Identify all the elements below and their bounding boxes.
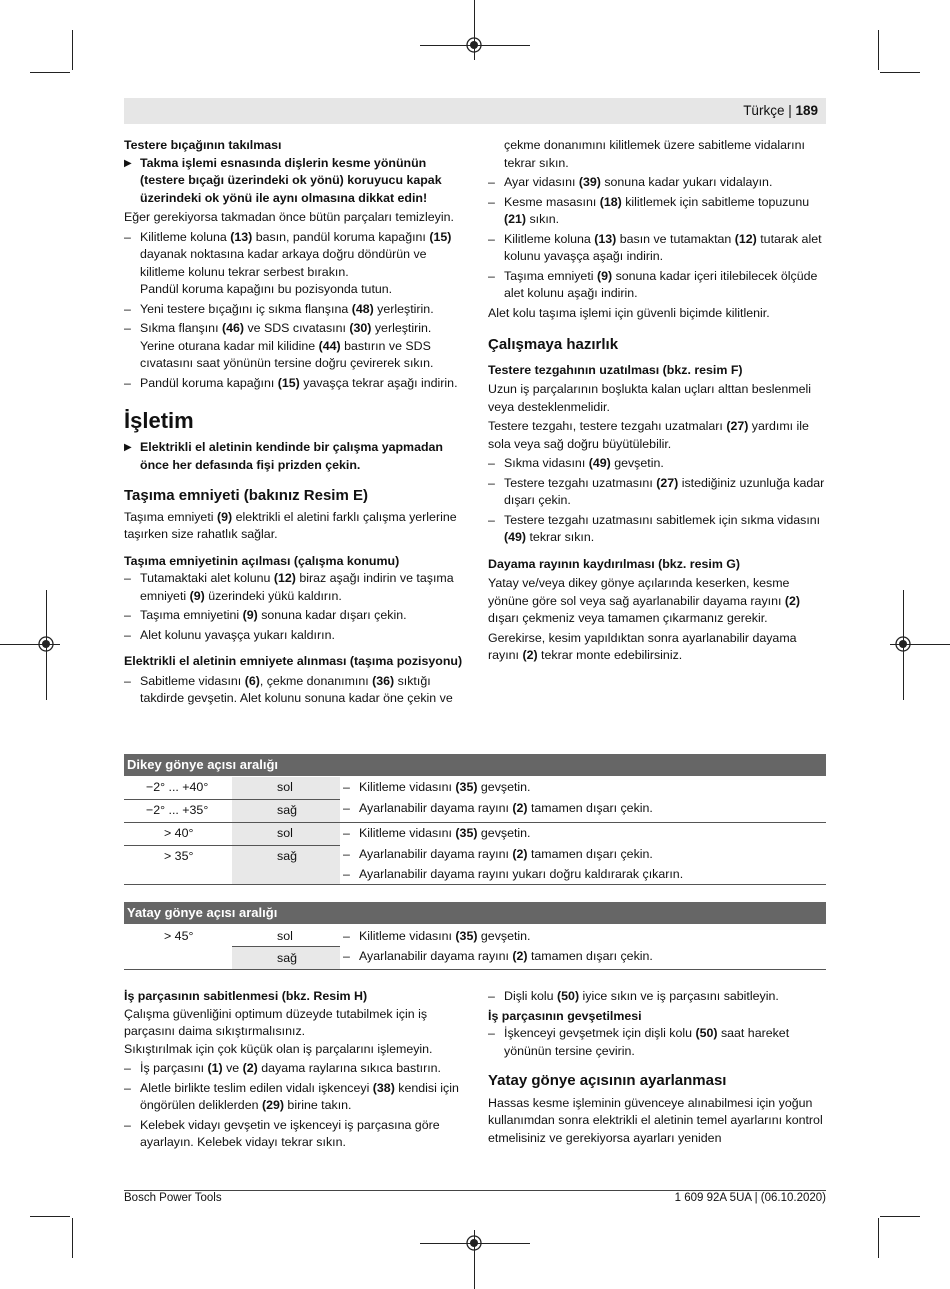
header-language: Türkçe: [743, 103, 785, 118]
registration-mark-icon: [463, 1232, 485, 1254]
table-divider: [124, 969, 826, 970]
horizontal-table-title: Yatay gönye açısı aralığı: [127, 905, 278, 920]
transport-open-step: – Taşıma emniyetini (9) sonuna kadar dışarı çekin.: [124, 607, 464, 625]
table-cell-side: sağ: [277, 951, 297, 965]
page-number: 189: [795, 103, 818, 118]
table-cell-action: – Kilitleme vidasını (35) gevşetin.: [343, 825, 531, 843]
fence-text: Yatay ve/veya dikey gönye açılarında keserken, kesme yönüne göre sol veya sağ ayarlanabilir dayama rayını (2) dışarı çekmeniz veya tamamen çıkarmanız gerekir.: [488, 576, 801, 625]
registration-mark-icon: [35, 633, 57, 655]
transport-text: Taşıma emniyeti (9) elektrikli el aletini farklı çalışma yerlerine taşırken size rahatlık sağlar.: [124, 509, 457, 541]
install-step: – Sıkma flanşını (46) ve SDS cıvatasını (30) yerleştirin.: [124, 320, 464, 338]
right-column: [488, 137, 826, 665]
vertical-table-header: [124, 754, 826, 776]
fix-step: – Kelebek vidayı gevşetin ve işkenceyi iş parçasına göre ayarlayın. Kelebek vidayı tekrar sıkın.: [124, 1117, 464, 1152]
table-divider: [124, 799, 340, 800]
table-cell-side: sağ: [277, 803, 297, 817]
operation-warning: ▶ Elektrikli el aletinin kendinde bir çalışma yapmadan önce her defasında fişi prizden çekin.: [124, 439, 464, 474]
operation-title: İşletim: [124, 408, 194, 433]
trim-mark: [30, 1216, 70, 1217]
trim-mark: [878, 1218, 879, 1258]
secure-step: – Kilitleme koluna (13) basın ve tutamaktan (12) tutarak alet kolunu yavaşça aşağı indirin.: [488, 231, 826, 266]
trim-mark: [72, 30, 73, 70]
table-cell-action: – Ayarlanabilir dayama rayını yukarı doğru kaldırarak çıkarın.: [343, 866, 683, 884]
release-title: İş parçasının gevşetilmesi: [488, 1008, 642, 1023]
install-title: Testere bıçağının takılması: [124, 138, 282, 152]
extend-text: Uzun iş parçalarının boşlukta kalan uçları alttan beslenmeli veya desteklenmelidir.: [488, 382, 812, 414]
table-cell-action: – Kilitleme vidasını (35) gevşetin.: [343, 928, 531, 946]
table-cell-angle: −2° ... +40°: [146, 780, 209, 794]
install-warning: ▶ Takma işlemi esnasında dişlerin kesme yönünün (testere bıçağı üzerindeki ok yönü) koruyucu kapak üzerindeki ok yönü ile aynı olmasına dikkat edin!: [124, 155, 464, 208]
bottom-left-column: [124, 988, 464, 1152]
table-cell-angle: −2° ... +35°: [146, 803, 209, 817]
trim-mark: [880, 72, 920, 73]
extend-step: – Sıkma vidasını (49) gevşetin.: [488, 455, 826, 473]
secure-step: – Kesme masasını (18) kilitlemek için sabitleme topuzunu (21) sıkın.: [488, 194, 826, 229]
secure-done-text: Alet kolu taşıma işlemi için güvenli biçimde kilitlenir.: [488, 305, 770, 320]
header-text: Türkçe | 189: [743, 103, 818, 118]
release-step: – İşkenceyi gevşetmek için dişli kolu (50) saat hareket yönünün tersine çevirin.: [488, 1025, 826, 1060]
registration-mark-icon: [463, 34, 485, 56]
install-step: – Yeni testere bıçağını iç sıkma flanşına (48) yerleştirin.: [124, 301, 464, 319]
install-clean-text: Eğer gerekiyorsa takmadan önce bütün parçaları temizleyin.: [124, 210, 454, 224]
miter-text: Hassas kesme işleminin güvenceye alınabilmesi için yoğun kullanımdan sonra elektrikli el aletinin temel ayarlarını kontrol etmelisiniz ve gerekiyorsa ayarları yeniden: [488, 1095, 823, 1145]
table-cell-side: sol: [277, 929, 293, 943]
table-cell-action: – Ayarlanabilir dayama rayını (2) tamamen dışarı çekin.: [343, 948, 653, 966]
secure-step: – Sabitleme vidasını (6), çekme donanımını (36) sıktığı takdirde gevşetin. Alet kolunu sonuna kadar öne çekin ve: [124, 673, 464, 708]
trim-mark: [880, 1216, 920, 1217]
vertical-table-title: Dikey gönye açısı aralığı: [127, 757, 279, 772]
secure-step: – Ayar vidasını (39) sonuna kadar yukarı vidalayın.: [488, 174, 826, 192]
footer-brand: Bosch Power Tools: [124, 1192, 222, 1204]
fix-text: Sıkıştırılmak için çok küçük olan iş parçalarını işlemeyin.: [124, 1041, 433, 1056]
trim-mark: [30, 72, 70, 73]
secure-title: Elektrikli el aletinin emniyete alınması (taşıma pozisyonu): [124, 654, 463, 668]
table-cell-action: – Ayarlanabilir dayama rayını (2) tamamen dışarı çekin.: [343, 800, 653, 818]
table-cell-side: sol: [277, 826, 293, 840]
footer-doc-id: 1 609 92A 5UA | (06.10.2020): [674, 1192, 826, 1204]
trim-mark: [72, 1218, 73, 1258]
table-divider: [124, 845, 340, 846]
fence-title: Dayama rayının kaydırılması (bkz. resim G): [488, 556, 741, 571]
table-cell-action: – Ayarlanabilir dayama rayını (2) tamamen dışarı çekin.: [343, 846, 653, 864]
miter-title: Yatay gönye açısının ayarlanması: [488, 1072, 727, 1089]
extend-title: Testere tezgahının uzatılması (bkz. resim F): [488, 362, 743, 377]
fix-step: – Aletle birlikte teslim edilen vidalı işkenceyi (38) kendisi için öngörülen deliklerden (29) birine takın.: [124, 1080, 464, 1115]
install-step: – Kilitleme koluna (13) basın, pandül koruma kapağını (15) dayanak noktasına kadar arkaya doğru döndürün ve kilitleme kolunu tekrar serbest bırakın.: [124, 229, 464, 282]
page-header: [124, 98, 826, 124]
extend-step: – Testere tezgahı uzatmasını (27) istediğiniz uzunluğa kadar dışarı çekin.: [488, 475, 826, 510]
extend-step: – Testere tezgahı uzatmasını sabitlemek için sıkma vidasını (49) tekrar sıkın.: [488, 512, 826, 547]
table-cell-angle: > 40°: [164, 826, 194, 840]
fix-text: Çalışma güvenliğini optimum düzeyde tutabilmek için iş parçasını daima sıkıştırmalısınız.: [124, 1006, 428, 1038]
bottom-right-column: [488, 988, 826, 1147]
secure-continued: çekme donanımını kilitlemek üzere sabitleme vidalarını tekrar sıkın.: [504, 138, 805, 170]
transport-open-step: – Tutamaktaki alet kolunu (12) biraz aşağı indirin ve taşıma emniyeti (9) üzerindeki yükü kaldırın.: [124, 570, 464, 605]
secure-step: – Taşıma emniyeti (9) sonuna kadar içeri itilebilecek ölçüde alet kolunu aşağı indirin.: [488, 268, 826, 303]
fix-step: – Dişli kolu (50) iyice sıkın ve iş parçasını sabitleyin.: [488, 988, 826, 1006]
table-divider: [232, 946, 340, 947]
table-cell-side: sağ: [277, 849, 297, 863]
table-divider: [124, 822, 826, 823]
install-step: – Pandül koruma kapağını (15) yavaşça tekrar aşağı indirin.: [124, 375, 464, 393]
table-cell-angle: > 45°: [164, 929, 194, 943]
transport-open-title: Taşıma emniyetinin açılması (çalışma konumu): [124, 553, 400, 568]
table-cell-action: – Kilitleme vidasını (35) gevşetin.: [343, 779, 531, 797]
left-column: [124, 137, 464, 708]
extend-text: Testere tezgahı, testere tezgahı uzatmaları (27) yardımı ile sola veya sağ doğru büyütülebilir.: [488, 419, 809, 451]
fix-step: – İş parçasını (1) ve (2) dayama raylarına sıkıca bastırın.: [124, 1060, 464, 1078]
table-divider: [124, 884, 826, 885]
registration-mark-icon: [892, 633, 914, 655]
prep-title: Çalışmaya hazırlık: [488, 336, 619, 353]
table-cell-angle: > 35°: [164, 849, 194, 863]
horizontal-table-header: [124, 902, 826, 924]
fix-title: İş parçasının sabitlenmesi (bkz. Resim H): [124, 989, 368, 1003]
transport-title: Taşıma emniyeti (bakınız Resim E): [124, 487, 368, 504]
install-step-note: Yerine oturana kadar mil kilidine (44) bastırın ve SDS cıvatasını saat yönünün tersine doğru çevirerek sıkın.: [140, 338, 434, 370]
fence-text: Gerekirse, kesim yapıldıktan sonra ayarlanabilir dayama rayını (2) tekrar monte edebilirsiniz.: [488, 630, 797, 662]
trim-mark: [878, 30, 879, 70]
table-cell-side: sol: [277, 780, 293, 794]
install-step-note: Pandül koruma kapağını bu pozisyonda tutun.: [140, 282, 393, 296]
transport-open-step: – Alet kolunu yavaşça yukarı kaldırın.: [124, 627, 464, 645]
